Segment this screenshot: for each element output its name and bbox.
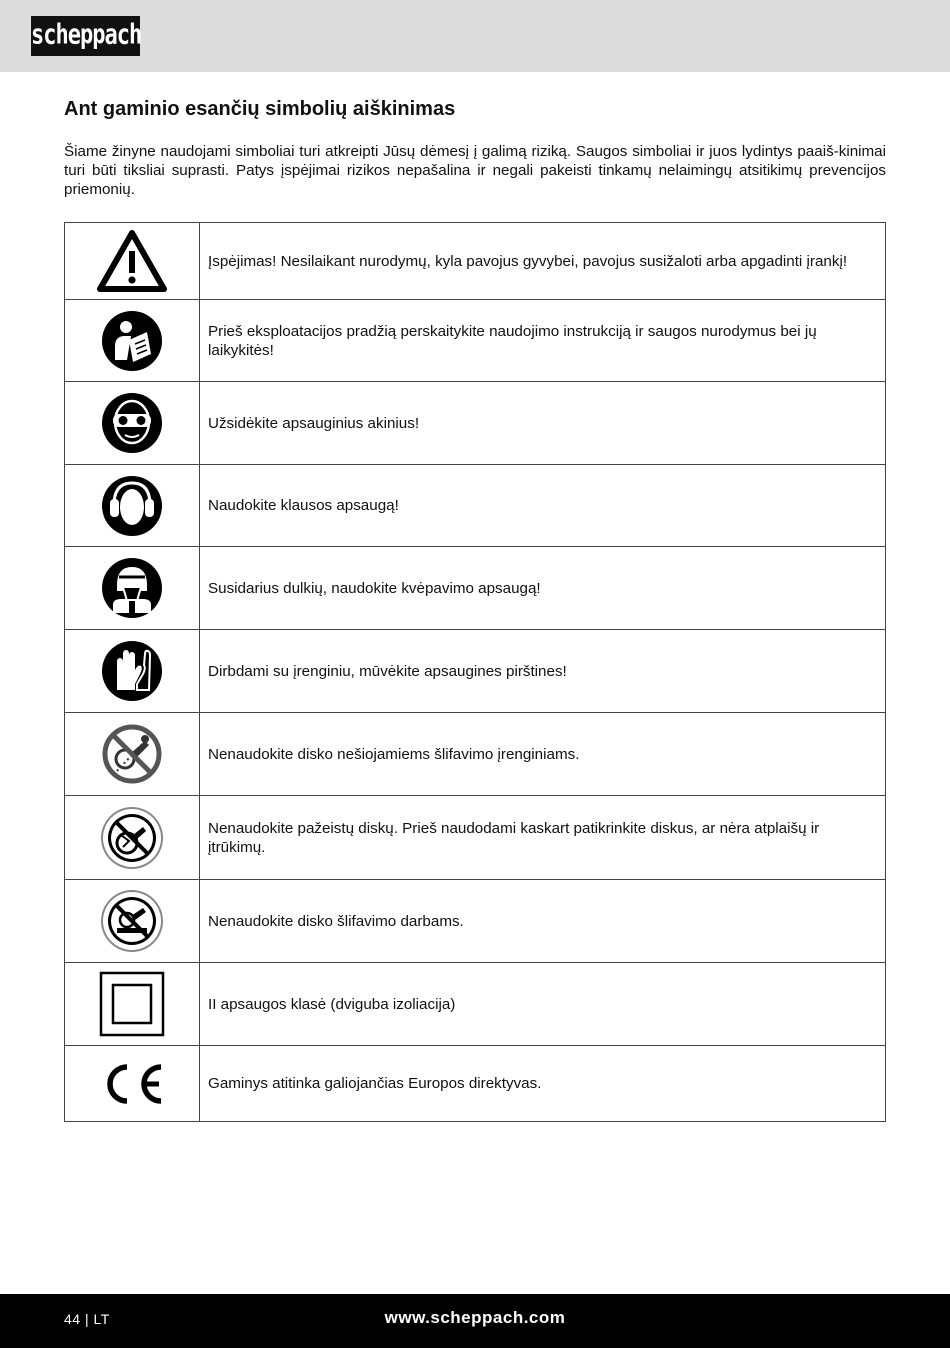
page-footer	[0, 1294, 950, 1348]
symbols-table	[64, 222, 886, 1122]
gloves-icon	[101, 640, 163, 702]
respirator-icon	[101, 557, 163, 619]
icon-cell	[65, 223, 200, 300]
symbol-description: II apsaugos klasė (dviguba izoliacija)	[200, 963, 886, 1046]
scheppach-logo: scheppach	[31, 16, 140, 56]
symbol-description: Nenaudokite disko šlifavimo darbams.	[200, 880, 886, 963]
symbol-description: Naudokite klausos apsaugą!	[200, 465, 886, 547]
symbol-description: Dirbdami su įrenginiu, mūvėkite apsaugines pirštines!	[200, 630, 886, 713]
safety-goggles-icon	[101, 392, 163, 454]
icon-cell	[65, 630, 200, 713]
table-row	[65, 382, 886, 465]
table-row	[65, 796, 886, 880]
table-row	[65, 880, 886, 963]
page-number: 44 | LT	[64, 1311, 110, 1327]
table-row	[65, 713, 886, 796]
table-row	[65, 300, 886, 382]
icon-cell	[65, 963, 200, 1046]
ce-mark-icon	[98, 1061, 166, 1107]
ear-protection-icon	[101, 475, 163, 537]
page-header	[0, 0, 950, 72]
read-manual-icon	[101, 310, 163, 372]
table-row	[65, 465, 886, 547]
website-link[interactable]: www.scheppach.com	[384, 1308, 566, 1327]
symbol-description: Gaminys atitinka galiojančias Europos direktyvas.	[200, 1046, 886, 1122]
symbol-description: Užsidėkite apsauginius akinius!	[200, 382, 886, 465]
page-title: Ant gaminio esančių simbolių aiškinimas	[64, 98, 456, 120]
table-row	[65, 547, 886, 630]
icon-cell	[65, 796, 200, 880]
symbol-description: Nenaudokite disko nešiojamiems šlifavimo įrenginiams.	[200, 713, 886, 796]
icon-cell	[65, 300, 200, 382]
no-damaged-disc-icon	[99, 805, 165, 871]
icon-cell	[65, 880, 200, 963]
symbol-description: Susidarius dulkių, naudokite kvėpavimo apsaugą!	[200, 547, 886, 630]
warning-triangle-icon	[96, 229, 168, 293]
icon-cell	[65, 382, 200, 465]
no-handheld-grinder-icon	[101, 723, 163, 785]
table-row	[65, 963, 886, 1046]
no-grinding-icon	[99, 888, 165, 954]
table-row	[65, 223, 886, 300]
icon-cell	[65, 1046, 200, 1122]
table-row	[65, 630, 886, 713]
intro-paragraph: Šiame žinyne naudojami simboliai turi atkreipti Jūsų dėmesį į galimą riziką. Saugos simboliai ir juos lydintys paaiš-kinimai turi būti tiksliai suprasti. Patys įspėjimai rizikos nepašalina ir negali pakeisti tinkamų nelaimingų atsitikimų prevencijos priemonių.	[64, 143, 886, 198]
table-row	[65, 1046, 886, 1122]
icon-cell	[65, 465, 200, 547]
symbol-description: Nenaudokite pažeistų diskų. Prieš naudodami kaskart patikrinkite diskus, ar nėra atplaišų ir įtrūkimų.	[200, 796, 886, 880]
icon-cell	[65, 713, 200, 796]
symbol-description: Įspėjimas! Nesilaikant nurodymų, kyla pavojus gyvybei, pavojus susižaloti arba apgadinti įrankį!	[200, 223, 886, 300]
symbol-description: Prieš eksploatacijos pradžią perskaitykite naudojimo instrukciją ir saugos nurodymus bei jų laikykitės!	[200, 300, 886, 382]
protection-class-ii-icon	[99, 971, 165, 1037]
icon-cell	[65, 547, 200, 630]
